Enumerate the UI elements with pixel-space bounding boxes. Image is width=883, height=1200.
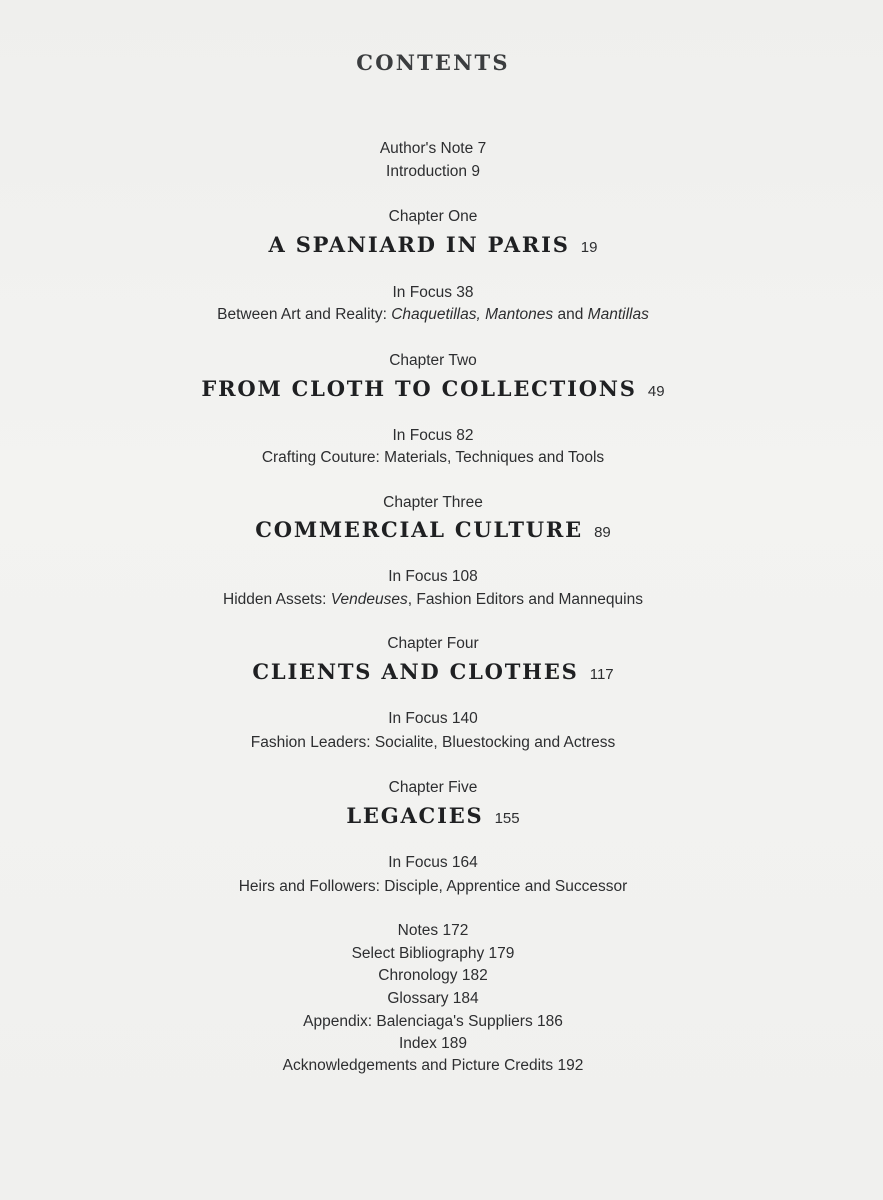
front-page: 7: [477, 140, 487, 157]
in-focus-title: [0, 448, 866, 468]
in-focus-title: [0, 877, 866, 897]
back-matter-item: Notes 172: [397, 922, 469, 939]
chapter-kicker: Chapter Four: [387, 635, 479, 652]
focus-text: Between Art and Reality:: [217, 306, 392, 323]
chapter-kicker: Chapter Five: [388, 779, 478, 796]
front-label: Author's Note: [379, 140, 474, 157]
focus-text: Hidden Assets:: [223, 591, 331, 608]
focus-text: Crafting Couture: Materials, Techniques and Tools: [261, 449, 605, 466]
front-label: Introduction: [386, 163, 468, 180]
focus-text: Fashion Leaders: Socialite, Bluestocking and Actress: [250, 734, 616, 751]
back-matter-item: Appendix: Balenciaga's Suppliers 186: [303, 1013, 563, 1030]
focus-italic: Chaquetillas, Mantones: [391, 306, 554, 323]
chapter-title-row: [0, 658, 866, 689]
focus-text: and: [553, 306, 588, 323]
chapter-title-row: [0, 802, 866, 833]
in-focus-label: In Focus 164: [388, 854, 478, 871]
chapter-kicker: Chapter Two: [389, 352, 477, 369]
chapter-title: LEGACIES: [346, 803, 484, 828]
in-focus-title: [0, 305, 866, 325]
chapter-title: CLIENTS AND CLOTHES: [252, 659, 579, 684]
chapter-page: 19: [580, 239, 598, 256]
back-matter-item: Chronology 182: [378, 967, 488, 984]
chapter-title: A SPANIARD IN PARIS: [268, 232, 570, 257]
back-matter-item: Glossary 184: [387, 990, 479, 1007]
in-focus-title: [0, 590, 866, 610]
focus-italic: Vendeuses: [330, 591, 408, 608]
in-focus-label: In Focus 140: [388, 710, 478, 727]
chapter-page: 89: [594, 524, 611, 541]
in-focus-label: In Focus 38: [392, 284, 474, 301]
chapter-page: 155: [494, 810, 520, 827]
focus-text: Heirs and Followers: Disciple, Apprentice and Successor: [238, 878, 628, 895]
contents-title: CONTENTS: [356, 50, 510, 75]
chapter-page: 49: [647, 383, 665, 400]
in-focus-label: In Focus 108: [388, 568, 478, 585]
front-page: 9: [471, 163, 480, 180]
back-matter-item: Select Bibliography 179: [351, 945, 515, 962]
front-matter-introduction: [0, 162, 866, 182]
chapter-title: COMMERCIAL CULTURE: [255, 517, 583, 542]
chapter-title-row: [0, 231, 866, 262]
chapter-page: 117: [589, 666, 614, 683]
chapter-kicker: Chapter One: [388, 208, 478, 225]
in-focus-label: In Focus 82: [392, 427, 474, 444]
chapter-title-row: [0, 375, 866, 406]
back-matter-item: Acknowledgements and Picture Credits 192: [282, 1057, 584, 1074]
chapter-title-row: [0, 516, 866, 547]
front-matter-authors-note: [0, 139, 866, 159]
focus-italic: Mantillas: [587, 306, 649, 323]
chapter-kicker: Chapter Three: [383, 494, 483, 511]
chapter-title: FROM CLOTH TO COLLECTIONS: [201, 376, 637, 401]
focus-text: , Fashion Editors and Mannequins: [407, 591, 643, 608]
back-matter-item: Index 189: [398, 1035, 468, 1052]
in-focus-title: [0, 733, 866, 753]
